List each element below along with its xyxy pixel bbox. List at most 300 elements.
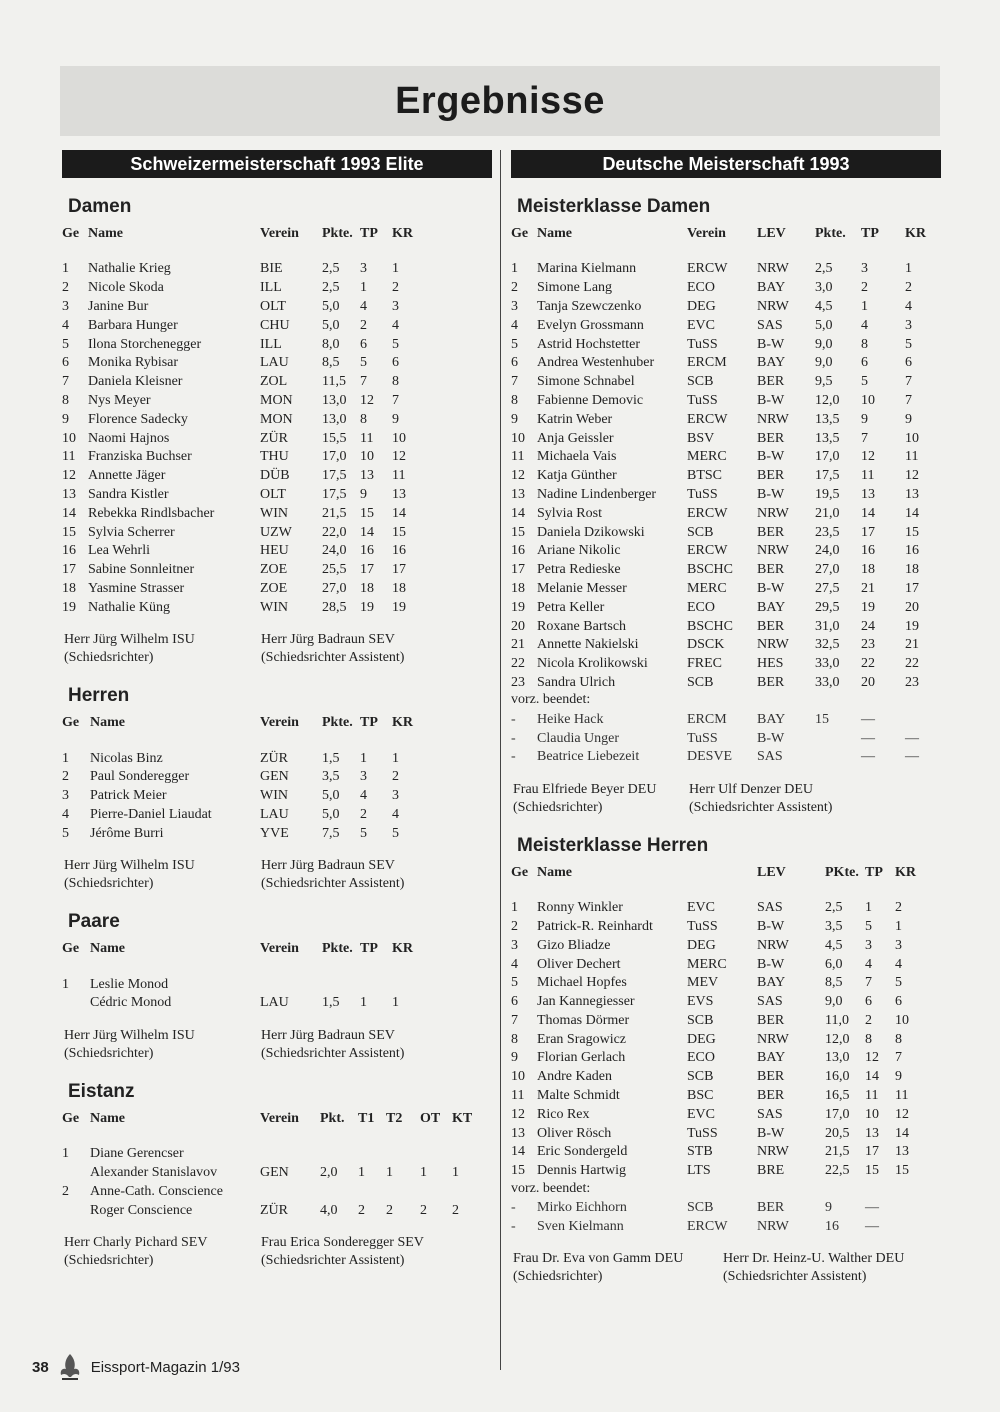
table-cell: 27,0 xyxy=(815,562,840,578)
table-row xyxy=(511,410,931,429)
column-header: KT xyxy=(452,1110,473,1126)
table-cell: Alexander Stanislavov xyxy=(90,1164,218,1180)
table-cell: ERCW xyxy=(687,261,728,277)
table-cell: 11 xyxy=(905,449,919,465)
table-cell: GEN xyxy=(260,769,289,785)
table-cell: Michael Hopfes xyxy=(537,975,627,991)
column-header: Name xyxy=(537,864,572,880)
table-row xyxy=(511,598,931,617)
column-header: Ge xyxy=(511,226,529,241)
table-cell: 27,0 xyxy=(322,580,347,596)
table-cell: 17 xyxy=(392,562,406,578)
table-cell: SAS xyxy=(757,749,783,765)
table-row xyxy=(62,994,422,1013)
table-cell: NRW xyxy=(757,411,789,427)
table-cell: OLT xyxy=(260,298,286,314)
referee-role: (Schiedsrichter) xyxy=(513,1269,603,1285)
table-cell: SCB xyxy=(687,674,714,690)
table-cell: 5 xyxy=(62,336,69,352)
table-cell: - xyxy=(511,711,516,727)
table-cell: 18 xyxy=(360,580,374,596)
table-cell: 7,5 xyxy=(322,825,340,841)
table-row xyxy=(62,561,422,580)
table-cell: 5 xyxy=(392,825,399,841)
table-cell: 2 xyxy=(861,280,868,296)
table-row xyxy=(62,1164,480,1183)
assistant-referee-name: Herr Jürg Badraun SEV xyxy=(261,858,395,874)
table-cell: 11 xyxy=(511,449,525,465)
table-row xyxy=(511,993,925,1012)
table-cell: ZOE xyxy=(260,580,288,596)
table-cell: 14 xyxy=(511,1144,525,1160)
table-cell: 19 xyxy=(62,599,76,615)
table-cell: 3 xyxy=(511,298,518,314)
table-cell: — xyxy=(861,711,875,727)
assistant-referee-role: (Schiedsrichter Assistent) xyxy=(261,650,405,666)
table-cell: B-W xyxy=(757,730,785,746)
table-cell: 2 xyxy=(62,769,69,785)
table-row xyxy=(511,1049,925,1068)
table-cell: 22 xyxy=(861,656,875,672)
table-cell: 5 xyxy=(861,374,868,390)
table-cell: 5 xyxy=(392,336,399,352)
table-row xyxy=(62,598,422,617)
table-cell: 10 xyxy=(62,430,76,446)
table-cell: 17 xyxy=(360,562,374,578)
table-cell: 18 xyxy=(905,562,919,578)
table-cell: DÜB xyxy=(260,468,290,484)
table-cell: 3 xyxy=(392,298,399,314)
table-cell: 3,5 xyxy=(825,918,843,934)
table-cell: 15,5 xyxy=(322,430,347,446)
table-cell: 3 xyxy=(511,937,518,953)
table-cell xyxy=(320,1145,358,1164)
table-cell: — xyxy=(861,749,875,765)
table-row xyxy=(511,1199,925,1218)
table-cell: Nicola Krolikowski xyxy=(537,656,648,672)
table-cell: NRW xyxy=(757,261,789,277)
column-header: TP xyxy=(360,226,378,241)
table-cell: LTS xyxy=(687,1163,711,1179)
column-header: PKte. xyxy=(825,864,859,880)
table-cell: B-W xyxy=(757,392,785,408)
table-cell: 15 xyxy=(815,711,829,727)
table-cell: 9,0 xyxy=(815,336,833,352)
column-header: Ge xyxy=(511,864,529,880)
table-cell: Paul Sonderegger xyxy=(90,769,190,785)
column-header: Pkte. xyxy=(815,226,846,241)
referee-role: (Schiedsrichter) xyxy=(64,876,154,892)
results-table-ch-damen xyxy=(62,222,422,617)
table-cell: ZOE xyxy=(260,562,288,578)
referee-name: Herr Jürg Wilhelm ISU xyxy=(64,858,195,874)
table-cell: B-W xyxy=(757,486,785,502)
table-row xyxy=(511,373,931,392)
referee-role: (Schiedsrichter) xyxy=(64,1045,154,1061)
table-cell: MERC xyxy=(687,580,727,596)
table-cell: Eric Sondergeld xyxy=(537,1144,628,1160)
table-cell: 14 xyxy=(62,505,76,521)
table-cell: NRW xyxy=(757,637,789,653)
table-row xyxy=(511,1124,925,1143)
table-cell: BAY xyxy=(757,599,786,615)
table-cell: 14 xyxy=(511,505,525,521)
section-title-meisterklasse-herren: Meisterklasse Herren xyxy=(517,834,709,856)
table-cell: — xyxy=(905,730,919,746)
table-row xyxy=(62,580,422,599)
table-cell xyxy=(452,1145,480,1164)
table-cell: ERCW xyxy=(687,1218,728,1234)
table-cell: 11 xyxy=(895,1088,909,1104)
table-cell: B-W xyxy=(757,1125,785,1141)
column-header: KR xyxy=(895,864,916,880)
table-cell: 9,0 xyxy=(815,355,833,371)
table-cell: 4 xyxy=(62,806,69,822)
table-cell: 17,0 xyxy=(825,1106,850,1122)
table-cell: 18 xyxy=(392,580,406,596)
table-cell: 23 xyxy=(511,674,525,690)
table-cell: 11,0 xyxy=(825,1012,849,1028)
table-cell: BTSC xyxy=(687,468,723,484)
table-cell: Jérôme Burri xyxy=(90,825,164,841)
table-cell: 16 xyxy=(861,543,875,559)
column-header: Verein xyxy=(687,226,726,241)
table-cell: Fabienne Demovic xyxy=(537,392,644,408)
table-cell: Patrick Meier xyxy=(90,788,167,804)
table-cell: 22,0 xyxy=(322,524,347,540)
table-cell: NRW xyxy=(757,1031,789,1047)
table-cell: 15 xyxy=(62,524,76,540)
table-row xyxy=(62,260,422,279)
table-cell: Simone Schnabel xyxy=(537,374,635,390)
table-cell: BER xyxy=(757,562,785,578)
table-cell: Gizo Bliadze xyxy=(537,937,611,953)
table-cell: 21,5 xyxy=(322,505,347,521)
table-cell: 2 xyxy=(392,280,399,296)
table-cell: - xyxy=(511,1200,516,1216)
table-cell: 16 xyxy=(360,543,374,559)
table-cell: 14 xyxy=(895,1125,909,1141)
table-cell: 14 xyxy=(861,505,875,521)
column-header: Pkte. xyxy=(322,715,353,731)
table-row xyxy=(511,674,931,693)
table-cell: 5 xyxy=(895,975,902,991)
table-row xyxy=(62,448,422,467)
judges-ch-herren xyxy=(64,857,492,893)
magazine-title: Eissport-Magazin 1/93 xyxy=(90,1358,240,1376)
table-row xyxy=(511,260,931,279)
table-cell: 11,5 xyxy=(322,374,346,390)
table-cell: 3 xyxy=(905,317,912,333)
table-cell: Thomas Dörmer xyxy=(537,1012,630,1028)
table-cell: 5 xyxy=(511,336,518,352)
column-header: TP xyxy=(360,941,378,957)
table-cell: ZOL xyxy=(260,374,288,390)
table-cell: Florence Sadecky xyxy=(88,411,188,427)
table-cell: 19 xyxy=(861,599,875,615)
table-cell: 1 xyxy=(62,1146,69,1162)
table-cell: 17,5 xyxy=(322,468,347,484)
table-cell: 4 xyxy=(392,806,399,822)
table-cell: 5,0 xyxy=(322,317,340,333)
title-band xyxy=(60,66,940,136)
table-cell: 5,0 xyxy=(322,806,340,822)
table-cell: 13 xyxy=(392,486,406,502)
table-cell: CHU xyxy=(260,317,290,333)
table-cell: 13 xyxy=(905,486,919,502)
column-header: TP xyxy=(865,864,883,880)
table-cell: 19 xyxy=(360,599,374,615)
table-row xyxy=(511,542,931,561)
table-cell: Oliver Rösch xyxy=(537,1125,612,1141)
section-title-eistanz: Eistanz xyxy=(68,1080,135,1102)
table-cell: SAS xyxy=(757,994,783,1010)
table-cell: 7 xyxy=(62,374,69,390)
withdrawn-table-de-herren xyxy=(511,1199,925,1237)
table-cell: TuSS xyxy=(687,486,718,502)
table-cell: 5 xyxy=(511,975,518,991)
table-cell: 3 xyxy=(865,937,872,953)
table-cell: ECO xyxy=(687,280,715,296)
column-header: Name xyxy=(90,715,125,731)
table-cell: 1,5 xyxy=(322,995,340,1011)
table-header-row xyxy=(511,861,925,885)
table-cell: — xyxy=(905,749,919,765)
table-cell: 11 xyxy=(511,1088,525,1104)
table-cell: 2 xyxy=(511,280,518,296)
table-cell: 10 xyxy=(392,430,406,446)
table-cell: Petra Keller xyxy=(537,599,605,615)
table-cell: 1 xyxy=(360,280,367,296)
table-cell: Nicolas Binz xyxy=(90,750,163,766)
table-cell: 3 xyxy=(62,298,69,314)
table-cell: 2 xyxy=(358,1202,365,1218)
table-cell: 19 xyxy=(392,599,406,615)
table-cell: MERC xyxy=(687,449,727,465)
table-cell: Sylvia Rost xyxy=(537,505,602,521)
table-cell: Katja Günther xyxy=(537,468,617,484)
column-header: KR xyxy=(905,226,926,241)
table-cell: Roger Conscience xyxy=(90,1202,193,1218)
table-cell: NRW xyxy=(757,1218,789,1234)
table-cell: 1 xyxy=(360,750,367,766)
table-cell: 14 xyxy=(392,505,406,521)
table-cell: Janine Bur xyxy=(88,298,149,314)
table-cell: 4,5 xyxy=(825,937,843,953)
table-cell: 17,5 xyxy=(322,486,347,502)
table-cell: 9 xyxy=(511,1050,518,1066)
table-cell: Rebekka Rindlsbacher xyxy=(88,505,215,521)
table-cell xyxy=(392,975,422,994)
table-cell: BAY xyxy=(757,975,786,991)
assistant-referee-name: Herr Jürg Badraun SEV xyxy=(261,632,395,648)
table-cell: 12 xyxy=(360,392,374,408)
table-cell: WIN xyxy=(260,505,288,521)
table-cell: 2 xyxy=(360,317,367,333)
table-cell: ERCW xyxy=(687,543,728,559)
table-cell: 17 xyxy=(865,1144,879,1160)
table-cell: 1,5 xyxy=(322,750,340,766)
swiss-banner: Schweizermeisterschaft 1993 Elite xyxy=(62,150,492,178)
table-row xyxy=(511,1030,925,1049)
table-cell: BER xyxy=(757,374,785,390)
table-cell: 7 xyxy=(360,374,367,390)
table-cell: 7 xyxy=(905,392,912,408)
column-header: Name xyxy=(537,226,572,241)
column-header: Ge xyxy=(62,226,80,241)
column-header: Name xyxy=(90,941,125,957)
column-header: Name xyxy=(90,1110,125,1126)
table-cell: 8 xyxy=(360,411,367,427)
table-cell: 2 xyxy=(360,806,367,822)
column-header: Verein xyxy=(260,1110,299,1126)
table-cell: SAS xyxy=(757,900,783,916)
table-row xyxy=(511,448,931,467)
table-cell: 1 xyxy=(62,261,69,277)
table-cell: Ilona Storchenegger xyxy=(88,336,202,352)
table-cell: Annette Nakielski xyxy=(537,637,639,653)
table-cell xyxy=(452,1182,480,1201)
table-cell: 9 xyxy=(905,411,912,427)
table-cell: 4 xyxy=(360,788,367,804)
table-cell: 1 xyxy=(905,261,912,277)
table-cell: Malte Schmidt xyxy=(537,1088,620,1104)
table-cell: 21,5 xyxy=(825,1144,850,1160)
assistant-referee-role: (Schiedsrichter Assistent) xyxy=(261,1045,405,1061)
table-cell xyxy=(386,1145,420,1164)
table-cell: 12 xyxy=(895,1106,909,1122)
table-cell xyxy=(320,1182,358,1201)
table-cell: Melanie Messer xyxy=(537,580,627,596)
table-cell: NRW xyxy=(757,298,789,314)
table-cell: 17 xyxy=(905,580,919,596)
table-cell: 13 xyxy=(895,1144,909,1160)
table-cell: BER xyxy=(757,524,785,540)
table-row xyxy=(62,504,422,523)
table-row xyxy=(62,467,422,486)
referee-name: Herr Charly Pichard SEV xyxy=(64,1234,208,1250)
page-number: 38 xyxy=(32,1358,49,1376)
table-cell: Jan Kannegiesser xyxy=(537,994,635,1010)
table-cell: 2 xyxy=(420,1202,427,1218)
table-cell: Evelyn Grossmann xyxy=(537,317,644,333)
column-header: Ge xyxy=(62,941,80,957)
table-cell: 2 xyxy=(905,280,912,296)
table-cell: 9,0 xyxy=(825,994,843,1010)
table-cell: Astrid Hochstetter xyxy=(537,336,641,352)
table-cell: 8,5 xyxy=(322,355,340,371)
table-cell: 24 xyxy=(861,618,875,634)
table-cell: Marina Kielmann xyxy=(537,261,637,277)
judges-ch-damen xyxy=(64,631,492,667)
table-row xyxy=(62,410,422,429)
table-cell: 20 xyxy=(905,599,919,615)
table-cell: 8,0 xyxy=(322,336,340,352)
table-cell: 2,5 xyxy=(322,261,340,277)
table-cell: Andre Kaden xyxy=(537,1069,613,1085)
column-header: Ge xyxy=(62,1110,80,1126)
table-row xyxy=(511,1162,925,1181)
table-cell: 12 xyxy=(62,468,76,484)
table-cell: BER xyxy=(757,1012,785,1028)
table-row xyxy=(62,1145,480,1164)
table-row xyxy=(511,918,925,937)
table-cell: 1 xyxy=(360,995,367,1011)
table-row xyxy=(511,279,931,298)
results-table-ch-herren xyxy=(62,711,422,843)
table-cell: TuSS xyxy=(687,392,718,408)
page-footer xyxy=(32,1352,240,1382)
table-cell: 19,5 xyxy=(815,486,840,502)
table-cell: Andrea Westenhuber xyxy=(537,355,655,371)
table-cell: Daniela Dzikowski xyxy=(537,524,645,540)
table-cell: Simone Lang xyxy=(537,280,613,296)
column-header: T1 xyxy=(358,1110,375,1126)
table-cell: 12 xyxy=(511,468,525,484)
column-header: KR xyxy=(392,226,413,241)
table-row xyxy=(62,316,422,335)
table-cell: 13,5 xyxy=(815,411,840,427)
table-cell: 32,5 xyxy=(815,637,840,653)
table-cell: 2 xyxy=(62,1183,69,1199)
table-cell: Eran Sragowicz xyxy=(537,1031,627,1047)
table-cell: 14 xyxy=(905,505,919,521)
judges-ch-eistanz xyxy=(64,1234,492,1270)
table-row xyxy=(511,1217,925,1236)
table-cell: NRW xyxy=(757,505,789,521)
column-header: Pkte. xyxy=(322,226,353,241)
table-row xyxy=(511,354,931,373)
table-row xyxy=(62,373,422,392)
table-row xyxy=(511,655,931,674)
table-cell: 21 xyxy=(511,637,525,653)
table-cell: B-W xyxy=(757,918,785,934)
table-cell: - xyxy=(511,1218,516,1234)
table-cell: 11 xyxy=(62,449,76,465)
column-header: TP xyxy=(360,715,378,731)
skater-logo-icon xyxy=(57,1352,83,1382)
table-cell: DESVE xyxy=(687,749,733,765)
table-cell: DEG xyxy=(687,1031,716,1047)
table-cell: 8 xyxy=(511,392,518,408)
table-row xyxy=(62,1201,480,1220)
table-row xyxy=(511,335,931,354)
column-header: Ge xyxy=(62,715,80,731)
table-row xyxy=(511,1012,925,1031)
table-cell: 8,5 xyxy=(825,975,843,991)
table-cell: 4 xyxy=(905,298,912,314)
withdrawn-label: vorz. beendet: xyxy=(511,692,591,708)
table-cell: 14 xyxy=(865,1069,879,1085)
table-cell: 1 xyxy=(358,1164,365,1180)
table-cell: 13,0 xyxy=(322,411,347,427)
table-row xyxy=(511,561,931,580)
table-cell: DEG xyxy=(687,298,716,314)
table-cell: 7 xyxy=(511,374,518,390)
table-row xyxy=(511,1087,925,1106)
table-cell: Michaela Vais xyxy=(537,449,617,465)
table-cell: BAY xyxy=(757,280,786,296)
table-header-row xyxy=(62,937,422,961)
table-row xyxy=(511,936,925,955)
table-cell: HEU xyxy=(260,543,289,559)
table-cell: ERCM xyxy=(687,355,727,371)
table-cell: 1 xyxy=(895,918,902,934)
table-cell: 3 xyxy=(360,261,367,277)
table-cell: 18 xyxy=(62,580,76,596)
table-cell: EVC xyxy=(687,317,715,333)
table-cell: 3 xyxy=(392,788,399,804)
